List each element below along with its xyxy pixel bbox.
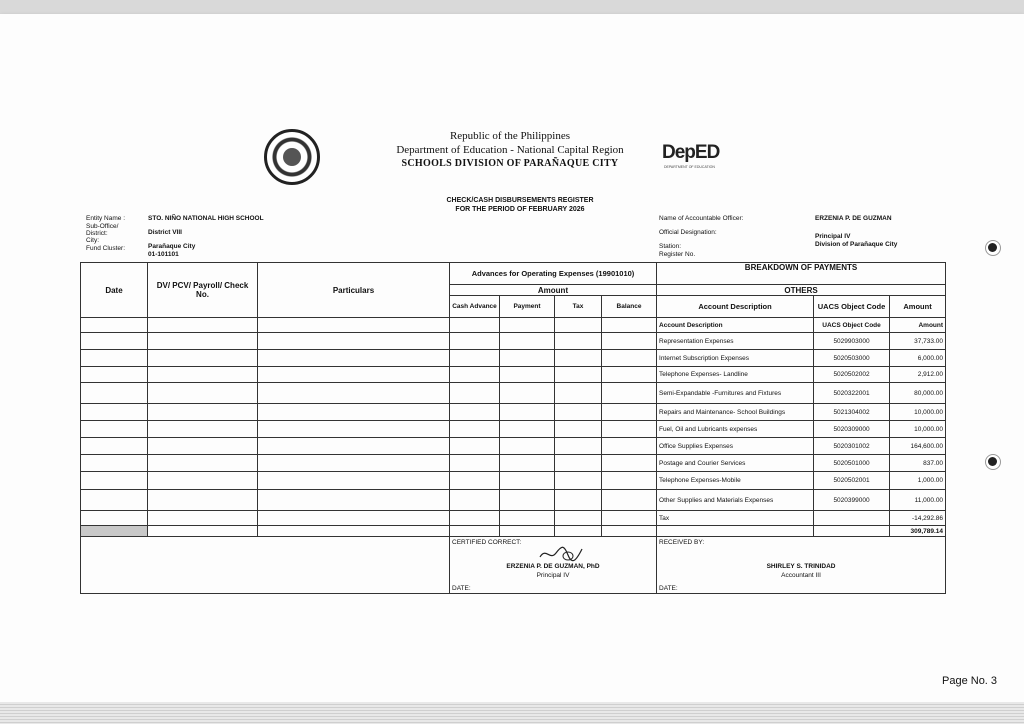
certified-label: CERTIFIED CORRECT: bbox=[452, 539, 522, 546]
entity-name-label: Entity Name : bbox=[86, 215, 126, 222]
register-title bbox=[400, 196, 640, 214]
certified-position: Principal IV bbox=[536, 572, 570, 579]
row-desc: Telephone Expenses-Mobile bbox=[657, 472, 814, 490]
officer-name: ERZENIA P. DE GUZMAN bbox=[815, 215, 892, 222]
division-seal-icon bbox=[264, 129, 320, 185]
register-no-label: Register No. bbox=[659, 251, 696, 258]
row-amount: 164,600.00 bbox=[890, 438, 946, 455]
received-label: RECEIVED BY: bbox=[659, 539, 705, 546]
row-code: 5020309000 bbox=[814, 421, 890, 438]
punch-hole-icon bbox=[985, 240, 1001, 256]
table-row bbox=[81, 383, 946, 404]
col-others: OTHERS bbox=[657, 285, 946, 296]
col-payment: Payment bbox=[500, 296, 555, 318]
row-desc: Other Supplies and Materials Expenses bbox=[657, 490, 814, 511]
entity-labels bbox=[86, 215, 146, 253]
grand-total: 309,789.14 bbox=[890, 526, 946, 537]
city-value: Parañaque City bbox=[148, 243, 196, 250]
row-desc: Postage and Courier Services bbox=[657, 455, 814, 472]
row-desc: Repairs and Maintenance- School Buildings bbox=[657, 404, 814, 421]
row-code: UACS Object Code bbox=[814, 318, 890, 333]
row-amount: Amount bbox=[890, 318, 946, 333]
row-amount: -14,292.86 bbox=[890, 511, 946, 526]
officer-labels bbox=[659, 215, 809, 259]
table-row bbox=[81, 472, 946, 490]
signature-scribble-icon bbox=[538, 543, 584, 563]
officer-name-label: Name of Accountable Officer: bbox=[659, 215, 744, 222]
row-amount: 10,000.00 bbox=[890, 421, 946, 438]
received-position: Accountant III bbox=[781, 572, 821, 579]
row-desc: Office Supplies Expenses bbox=[657, 438, 814, 455]
suboffice-label: Sub-Office/ District: bbox=[86, 223, 119, 237]
col-particulars: Particulars bbox=[258, 263, 450, 318]
table-row bbox=[81, 333, 946, 350]
row-amount: 6,000.00 bbox=[890, 350, 946, 367]
suboffice-value: District VIII bbox=[148, 229, 182, 236]
col-dv: DV/ PCV/ Payroll/ Check No. bbox=[148, 263, 258, 318]
col-amount: Amount bbox=[450, 285, 657, 296]
fund-cluster-value: 01-101101 bbox=[148, 251, 179, 258]
table-row bbox=[81, 455, 946, 472]
row-desc: Telephone Expenses- Landline bbox=[657, 367, 814, 383]
signature-row bbox=[81, 537, 946, 594]
received-date-label: DATE: bbox=[659, 585, 678, 592]
row-code: 5029903000 bbox=[814, 333, 890, 350]
certified-correct-block bbox=[450, 537, 657, 594]
row-desc: Fuel, Oil and Lubricants expenses bbox=[657, 421, 814, 438]
col-account-description: Account Description bbox=[657, 296, 814, 318]
col-amount-breakdown: Amount bbox=[890, 296, 946, 318]
table-row bbox=[81, 404, 946, 421]
table-row bbox=[81, 490, 946, 511]
row-desc: Account Description bbox=[657, 318, 814, 333]
received-name: SHIRLEY S. TRINIDAD bbox=[766, 563, 836, 570]
col-tax: Tax bbox=[555, 296, 602, 318]
col-uacs-code: UACS Object Code bbox=[814, 296, 890, 318]
city-label: City: bbox=[86, 237, 99, 244]
row-code bbox=[814, 511, 890, 526]
total-row bbox=[81, 526, 946, 537]
row-amount: 11,000.00 bbox=[890, 490, 946, 511]
paper-stack-edge bbox=[0, 702, 1024, 724]
row-desc: Representation Expenses bbox=[657, 333, 814, 350]
disbursements-register-table bbox=[80, 262, 946, 594]
entity-values bbox=[148, 215, 368, 259]
division-line: SCHOOLS DIVISION OF PARAÑAQUE CITY bbox=[401, 158, 619, 169]
table-row bbox=[81, 318, 946, 333]
table-row bbox=[81, 367, 946, 383]
row-desc: Tax bbox=[657, 511, 814, 526]
row-amount: 37,733.00 bbox=[890, 333, 946, 350]
row-amount: 10,000.00 bbox=[890, 404, 946, 421]
republic-line: Republic of the Philippines bbox=[449, 130, 571, 142]
register-period: FOR THE PERIOD OF FEBRUARY 2026 bbox=[455, 206, 585, 213]
row-amount: 1,000.00 bbox=[890, 472, 946, 490]
row-code: 5020502002 bbox=[814, 367, 890, 383]
row-desc: Semi-Expandable -Furnitures and Fixtures bbox=[657, 383, 814, 404]
station-value: Division of Parañaque City bbox=[815, 241, 898, 248]
row-code: 5020502001 bbox=[814, 472, 890, 490]
row-amount: 80,000.00 bbox=[890, 383, 946, 404]
document-page bbox=[0, 14, 1024, 702]
designation-value: Principal IV bbox=[815, 233, 851, 240]
deped-logo-icon: DepED bbox=[662, 142, 720, 163]
certified-name: ERZENIA P. DE GUZMAN, PhD bbox=[506, 563, 600, 570]
department-line: Department of Education - National Capital Region bbox=[396, 144, 624, 156]
designation-label: Official Designation: bbox=[659, 229, 717, 236]
col-date: Date bbox=[81, 263, 148, 318]
table-row bbox=[81, 350, 946, 367]
row-code: 5020322001 bbox=[814, 383, 890, 404]
letterhead bbox=[380, 129, 640, 171]
fund-cluster-label: Fund Cluster: bbox=[86, 245, 126, 252]
col-advances: Advances for Operating Expenses (19901010) bbox=[450, 263, 657, 285]
col-cash-advance: Cash Advance bbox=[450, 296, 500, 318]
entity-name: STO. NIÑO NATIONAL HIGH SCHOOL bbox=[148, 215, 264, 222]
row-code: 5020301002 bbox=[814, 438, 890, 455]
row-code: 5020503000 bbox=[814, 350, 890, 367]
table-row bbox=[81, 511, 946, 526]
station-label: Station: bbox=[659, 243, 682, 250]
table-row bbox=[81, 438, 946, 455]
page-number: Page No. 3 bbox=[942, 675, 998, 687]
row-amount: 837.00 bbox=[890, 455, 946, 472]
row-amount: 2,912.00 bbox=[890, 367, 946, 383]
received-by-block bbox=[657, 537, 946, 594]
row-code: 5020501000 bbox=[814, 455, 890, 472]
officer-values bbox=[815, 215, 955, 249]
table-row bbox=[81, 421, 946, 438]
row-code: 5020399000 bbox=[814, 490, 890, 511]
register-title-line: CHECK/CASH DISBURSEMENTS REGISTER bbox=[446, 197, 594, 204]
col-breakdown: BREAKDOWN OF PAYMENTS bbox=[657, 263, 946, 285]
row-code: 5021304002 bbox=[814, 404, 890, 421]
col-balance: Balance bbox=[602, 296, 657, 318]
deped-logo-subtitle: DEPARTMENT OF EDUCATION bbox=[664, 165, 715, 169]
punch-hole-icon bbox=[985, 454, 1001, 470]
certified-date-label: DATE: bbox=[452, 585, 471, 592]
row-desc: Internet Subscription Expenses bbox=[657, 350, 814, 367]
